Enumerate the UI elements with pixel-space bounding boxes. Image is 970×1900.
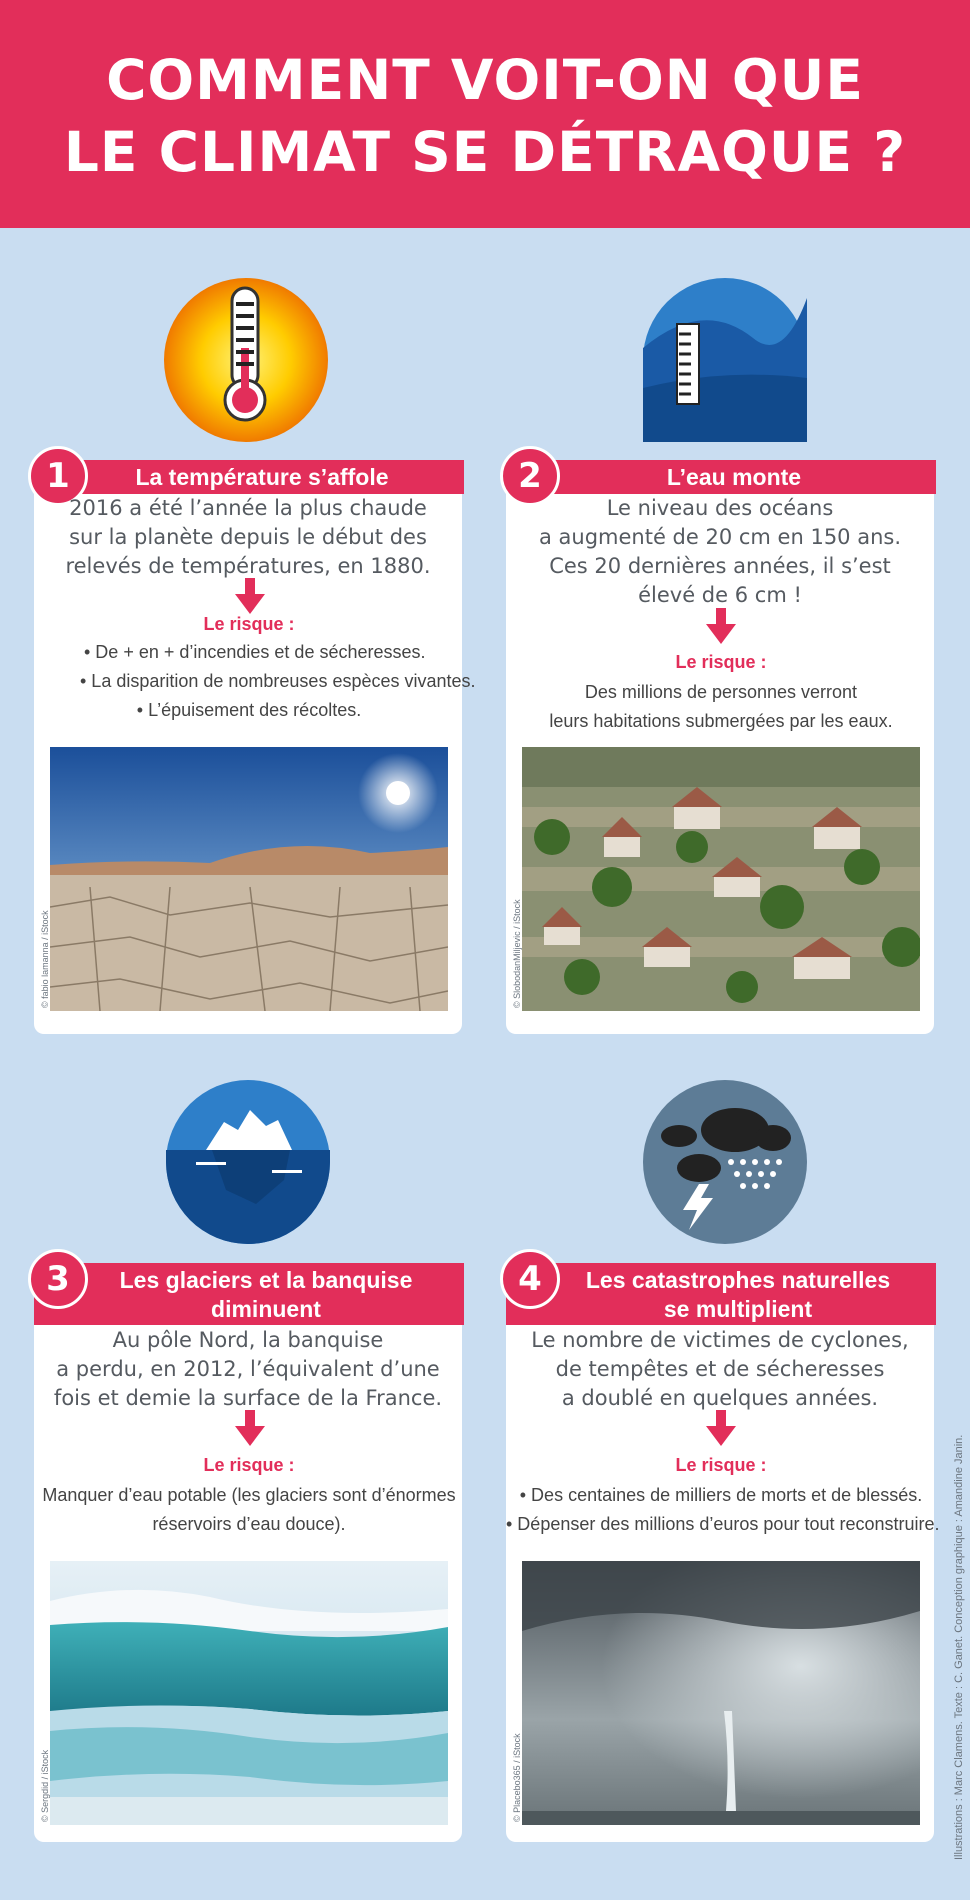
header-banner [0,0,970,228]
storm-icon [643,1080,807,1244]
risk-label: Le risque : [203,1455,295,1475]
down-arrow-icon [706,1410,736,1446]
section-text: Le nombre de victimes de cyclones, de tempêtes et de sécheresses a doublé en quelques années. [531,1328,909,1410]
iceberg-icon [166,1080,330,1244]
section-title: La température s’affole [135,464,389,490]
section-title: L’eau monte [666,464,802,490]
risk-list: Manquer d’eau potable (les glaciers sont d’énormes réservoirs d’eau douce). [42,1485,456,1534]
section-text: Au pôle Nord, la banquise a perdu, en 2012, l’équivalent d’une fois et demie la surface de la France. [53,1328,443,1410]
section-title-bar [34,1263,464,1325]
risk-label: Le risque : [675,652,767,672]
section-number: 4 [500,1249,560,1309]
risk-list: • Des centaines de milliers de morts et de blessés. • Dépenser des millions d’euros pour tout reconstruire. [506,1485,940,1534]
section-number: 1 [28,446,88,506]
photo-credit: © Sergdid / iStock [40,1749,50,1822]
down-arrow-icon [706,608,736,644]
section-title-bar [34,460,464,494]
section-text: Le niveau des océans a augmenté de 20 cm en 150 ans. Ces 20 dernières années, il s’est élevé de 6 cm ! [538,496,902,607]
risk-label: Le risque : [675,1455,767,1475]
section-number: 2 [500,446,560,506]
flooded-village-photo [522,747,920,1011]
section-title: Les catastrophes naturelles [585,1267,891,1293]
title-line-2: LE CLIMAT SE DÉTRAQUE ? [63,120,907,184]
risk-list: Des millions de personnes verront leurs habitations submergées par les eaux. [549,682,893,731]
rising-water-icon [643,278,807,442]
photo-credit: © Placebo365 / iStock [512,1733,522,1822]
section-title-bar [506,1263,936,1325]
section-title: Les glaciers et la banquise [119,1267,413,1293]
section-title-line-2: diminuent [211,1296,321,1322]
section-text: 2016 a été l’année la plus chaude sur la planète depuis le début des relevés de températures, en 1880. [65,496,431,578]
page-title [0,44,970,188]
title-line-1: COMMENT VOIT-ON QUE [106,48,864,112]
photo-credit: © SlobodanMiljevic / iStock [512,899,522,1008]
glacier-photo [50,1561,448,1825]
cracked-desert-photo [50,747,448,1011]
section-title-bar [506,460,936,494]
illustration-credit: Illustrations : Marc Clamens. Texte : C. Ganet. Conception graphique : Amandine Janin. [953,1434,965,1860]
photo-credit: © fabio lamanna / iStock [40,910,50,1008]
section-number: 3 [28,1249,88,1309]
risk-label: Le risque : [203,614,295,634]
down-arrow-icon [235,1410,265,1446]
section-title-line-2: se multiplient [663,1296,813,1322]
down-arrow-icon [235,578,265,614]
waterspout-photo [522,1561,920,1825]
thermometer-icon [164,278,328,442]
risk-list: • De + en + d’incendies et de sécheresses. • La disparition de nombreuses espèces vivantes. • L’épuisement des récoltes. [80,642,476,720]
